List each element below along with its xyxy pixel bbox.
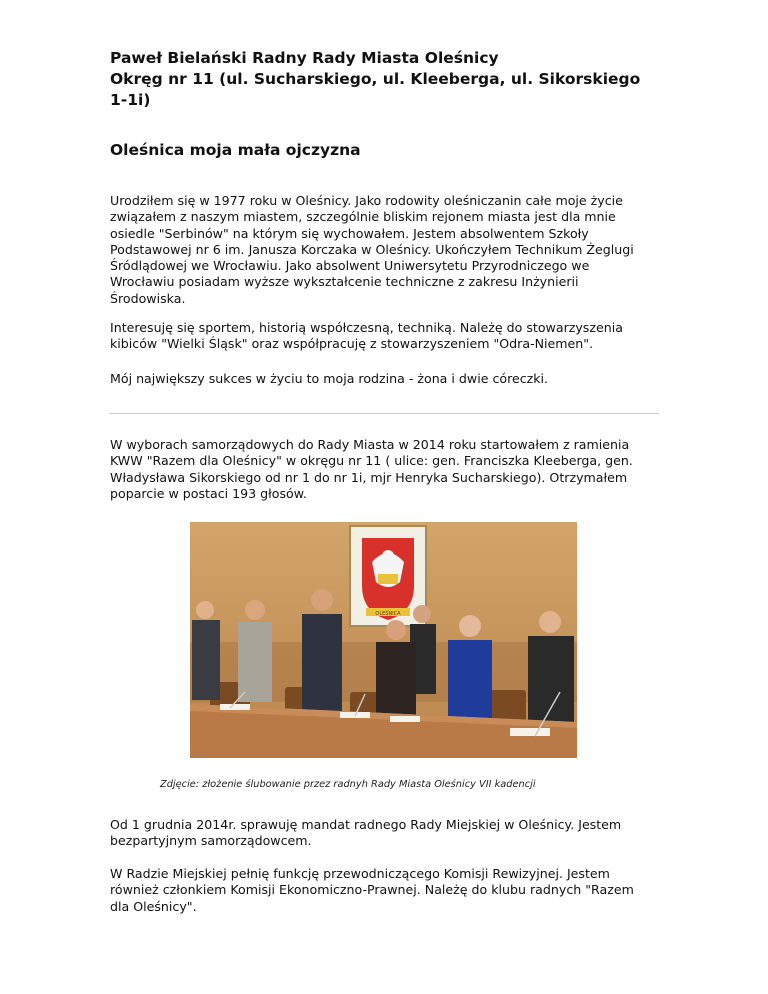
text-line: poparcie w postaci 193 głosów. (110, 485, 307, 501)
council-photo (190, 522, 577, 758)
mandate-paragraph (110, 817, 658, 850)
text-line: związałem z naszym miastem, szczególnie bliskim rejonem miasta jest dla mnie (110, 209, 616, 225)
text-line: Wrocławiu posiadam wyższe wykształcenie techniczne z zakresu Inżynierii (110, 274, 579, 290)
text-line: Interesuję się sportem, historią współczesną, techniką. Należę do stowarzyszenia (110, 320, 623, 335)
text-line: Urodziłem się w 1977 roku w Oleśnicy. Jako rodowity oleśniczanin całe moje życie (110, 193, 623, 208)
text-line: W wyborach samorządowych do Rady Miasta w 2014 roku startowałem z ramienia (110, 437, 630, 452)
text-line: kibiców "Wielki Śląsk" oraz współpracuję z stowarzyszeniem "Odra-Niemen". (110, 336, 594, 352)
council-photo-illustration (190, 522, 577, 758)
text-line: W Radzie Miejskiej pełnię funkcję przewodniczącego Komisji Rewizyjnej. Jestem (110, 866, 610, 881)
title-line-1: Paweł Bielański Radny Rady Miasta Oleśnicy (110, 49, 499, 67)
title-line-2: Okręg nr 11 (ul. Sucharskiego, ul. Kleeberga, ul. Sikorskiego (110, 70, 641, 88)
bio-paragraph (110, 193, 658, 307)
text-line: bezpartyjnym samorządowcem. (110, 833, 312, 849)
text-line: Władysława Sikorskiego od nr 1 do nr 1i, mjr Henryka Sucharskiego). Otrzymałem (110, 469, 628, 485)
council-paragraph (110, 866, 658, 915)
text-line: Podstawowej nr 6 im. Janusza Korczaka w Oleśnicy. Ukończyłem Technikum Żeglugi (110, 241, 634, 257)
section-heading: Oleśnica moja mała ojczyzna (110, 141, 361, 159)
text-line: Śródlądowej we Wrocławiu. Jako absolwent Uniwersytetu Przyrodniczego we (110, 258, 590, 274)
text-line: Mój największy sukces w życiu to moja rodzina - żona i dwie córeczki. (110, 371, 549, 386)
text-line: również członkiem Komisji Ekonomiczno-Prawnej. Należę do klubu radnych "Razem (110, 882, 634, 898)
election-paragraph (110, 437, 658, 502)
horizontal-divider (110, 413, 659, 414)
document-title (110, 48, 660, 111)
family-paragraph (110, 371, 658, 387)
text-line: dla Oleśnicy". (110, 898, 197, 914)
text-line: osiedle "Serbinów" na którym się wychowałem. Jestem absolwentem Szkoły (110, 225, 589, 241)
title-line-3: 1-1i) (110, 91, 151, 109)
text-line: Środowiska. (110, 290, 186, 306)
photo-caption: Zdjęcie: złożenie ślubowanie przez radnyh Rady Miasta Oleśnicy VII kadencji (160, 779, 536, 790)
emblem-banner-text: OLEŚNICA (375, 611, 401, 617)
text-line: Od 1 grudnia 2014r. sprawuję mandat radnego Rady Miejskiej w Oleśnicy. Jestem (110, 817, 622, 832)
interests-paragraph (110, 320, 658, 353)
text-line: KWW "Razem dla Oleśnicy" w okręgu nr 11 ( ulice: gen. Franciszka Kleeberga, gen. (110, 453, 633, 469)
